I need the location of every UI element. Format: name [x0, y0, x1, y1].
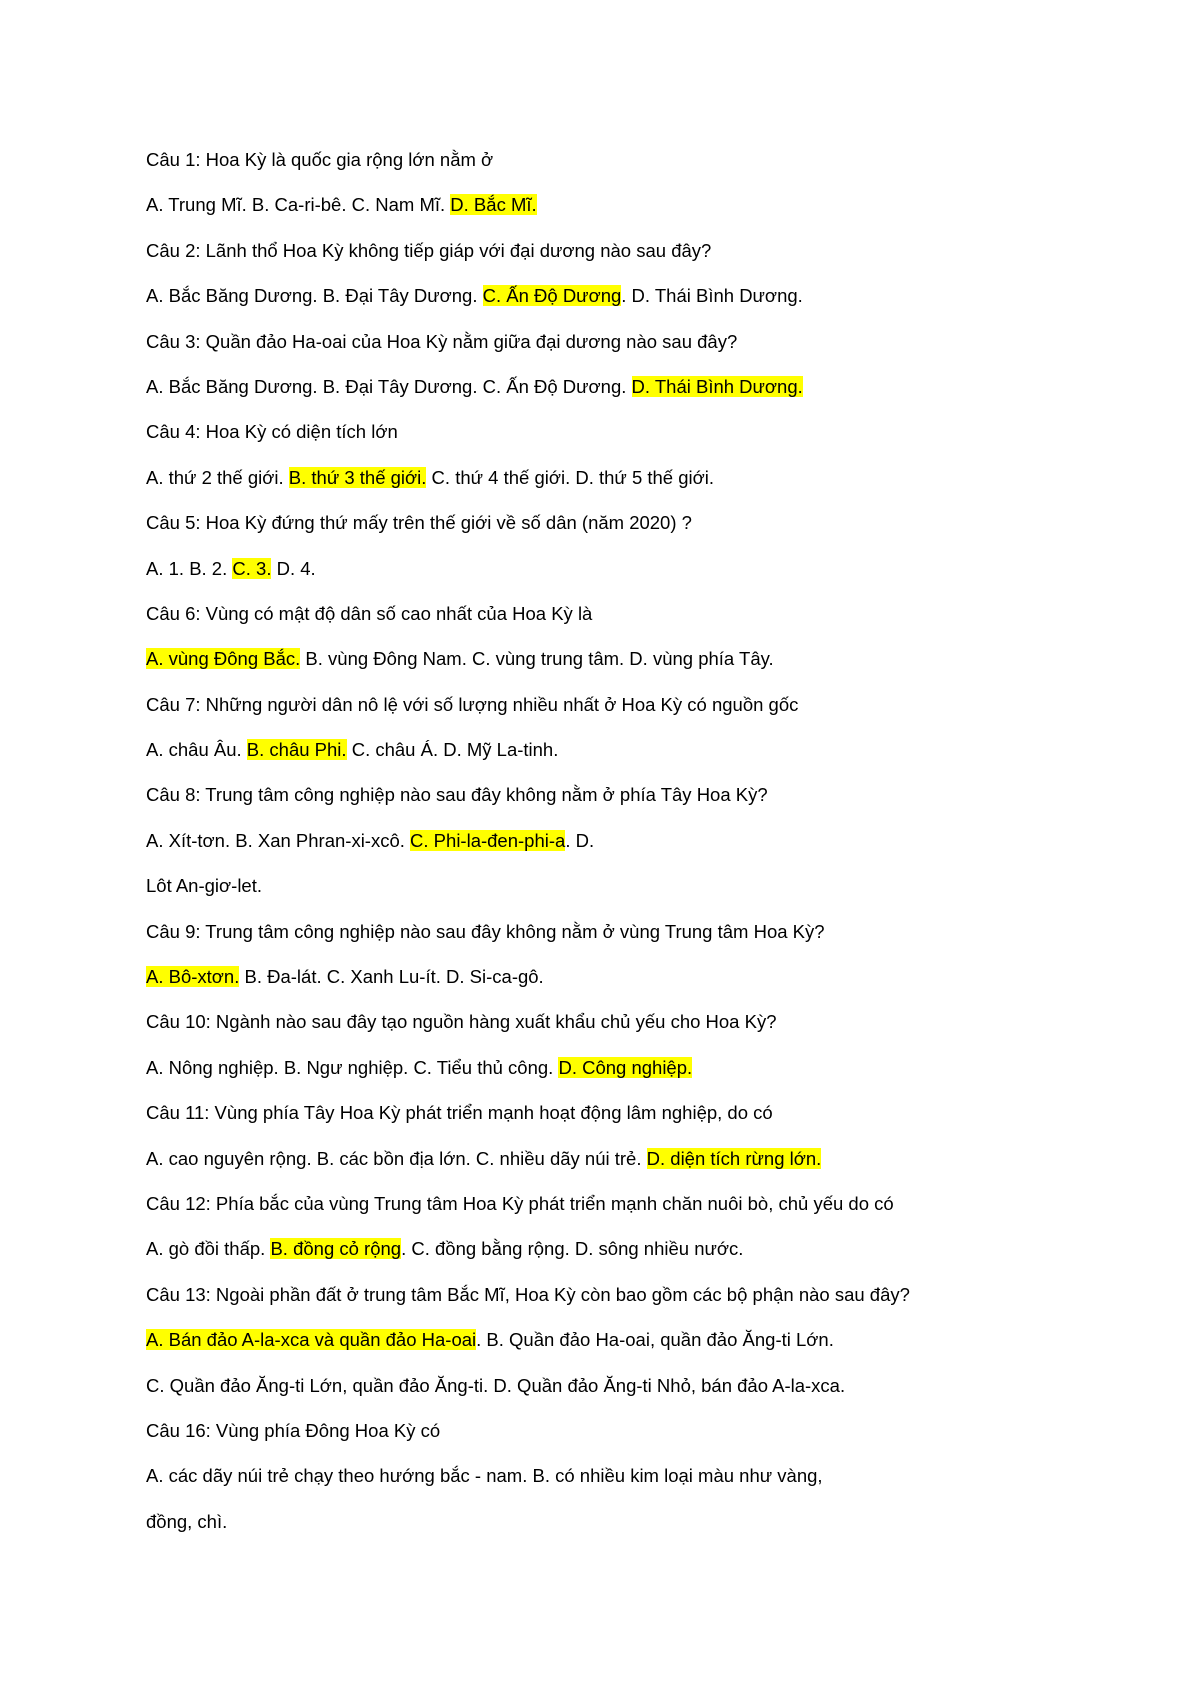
text-segment: A. Bắc Băng Dương. B. Đại Tây Dương. C. Ấn Độ Dương. — [146, 375, 632, 397]
text-line — [146, 602, 1146, 647]
text-line — [146, 420, 1146, 465]
text-line — [146, 965, 1146, 1010]
text-segment: Câu 6: Vùng có mật độ dân số cao nhất của Hoa Kỳ là — [146, 602, 593, 624]
text-line — [146, 647, 1146, 692]
text-line — [146, 375, 1146, 420]
text-segment: Câu 9: Trung tâm công nghiệp nào sau đây không nằm ở vùng Trung tâm Hoa Kỳ? — [146, 920, 825, 942]
text-line — [146, 330, 1146, 375]
text-line — [146, 1192, 1146, 1237]
text-line — [146, 466, 1146, 511]
text-segment: . C. đồng bằng rộng. D. sông nhiều nước. — [401, 1238, 744, 1260]
text-line — [146, 193, 1146, 238]
text-segment: Câu 16: Vùng phía Đông Hoa Kỳ có — [146, 1419, 441, 1441]
text-line — [146, 1464, 1146, 1509]
highlighted-answer: D. diện tích rừng lớn. — [646, 1147, 822, 1169]
text-line — [146, 1056, 1146, 1101]
text-segment: B. vùng Đông Nam. C. vùng trung tâm. D. vùng phía Tây. — [300, 648, 774, 670]
text-segment: C. thứ 4 thế giới. D. thứ 5 thế giới. — [426, 466, 715, 488]
text-line — [146, 557, 1146, 602]
text-segment: A. các dãy núi trẻ chạy theo hướng bắc - nam. B. có nhiều kim loại màu như vàng, — [146, 1465, 823, 1487]
text-segment: A. Bắc Băng Dương. B. Đại Tây Dương. — [146, 285, 483, 307]
text-segment: C. châu Á. D. Mỹ La-tinh. — [346, 739, 559, 761]
text-segment: Câu 1: Hoa Kỳ là quốc gia rộng lớn nằm ở — [146, 149, 494, 170]
text-segment: Câu 10: Ngành nào sau đây tạo nguồn hàng xuất khẩu chủ yếu cho Hoa Kỳ? — [146, 1011, 777, 1033]
text-segment: Câu 3: Quần đảo Ha-oai của Hoa Kỳ nằm giữa đại dương nào sau đây? — [146, 330, 738, 352]
highlighted-answer: D. Thái Bình Dương. — [631, 375, 803, 397]
text-line — [146, 920, 1146, 965]
text-segment: Câu 4: Hoa Kỳ có diện tích lớn — [146, 421, 398, 443]
text-line — [146, 1101, 1146, 1146]
text-segment: Câu 7: Những người dân nô lệ với số lượng nhiều nhất ở Hoa Kỳ có nguồn gốc — [146, 693, 799, 715]
highlighted-answer: D. Công nghiệp. — [558, 1056, 693, 1078]
text-segment: . D. — [565, 829, 595, 851]
text-segment: A. thứ 2 thế giới. — [146, 466, 289, 488]
text-line — [146, 1010, 1146, 1055]
highlighted-answer: C. 3. — [232, 557, 272, 579]
text-segment: A. Nông nghiệp. B. Ngư nghiệp. C. Tiểu thủ công. — [146, 1056, 559, 1078]
text-line — [146, 1419, 1146, 1464]
text-line — [146, 511, 1146, 556]
text-line — [146, 1510, 1146, 1555]
text-line — [146, 284, 1146, 329]
text-segment: Câu 11: Vùng phía Tây Hoa Kỳ phát triển mạnh hoạt động lâm nghiệp, do có — [146, 1102, 773, 1124]
highlighted-answer: A. Bô-xtơn. — [146, 966, 240, 988]
text-segment: Câu 12: Phía bắc của vùng Trung tâm Hoa Kỳ phát triển mạnh chăn nuôi bò, chủ yếu do có — [146, 1192, 894, 1214]
text-line — [146, 783, 1146, 828]
text-line — [146, 1328, 1146, 1373]
highlighted-answer: B. châu Phi. — [246, 739, 347, 761]
document-body — [146, 148, 1146, 1555]
text-line — [146, 1374, 1146, 1419]
text-segment: Câu 13: Ngoài phần đất ở trung tâm Bắc Mĩ, Hoa Kỳ còn bao gồm các bộ phận nào sau đây? — [146, 1283, 910, 1305]
text-segment: A. gò đồi thấp. — [146, 1238, 271, 1260]
highlighted-answer: B. đồng cỏ rộng — [270, 1238, 402, 1260]
text-segment: B. Đa-lát. C. Xanh Lu-ít. D. Si-ca-gô. — [239, 966, 544, 988]
text-segment: A. Xít-tơn. B. Xan Phran-xi-xcô. — [146, 829, 411, 851]
text-segment: đồng, chì. — [146, 1510, 228, 1532]
highlighted-answer: C. Ấn Độ Dương — [482, 285, 622, 307]
text-segment: A. Trung Mĩ. B. Ca-ri-bê. C. Nam Mĩ. — [146, 194, 451, 216]
text-line — [146, 829, 1146, 874]
text-segment: Câu 5: Hoa Kỳ đứng thứ mấy trên thế giới về số dân (năm 2020) ? — [146, 512, 692, 534]
text-segment: Câu 8: Trung tâm công nghiệp nào sau đây không nằm ở phía Tây Hoa Kỳ? — [146, 784, 768, 806]
highlighted-answer: A. vùng Đông Bắc. — [146, 648, 301, 670]
text-line — [146, 874, 1146, 919]
text-segment: . B. Quần đảo Ha-oai, quần đảo Ăng-ti Lớn. — [476, 1329, 834, 1351]
text-segment: A. 1. B. 2. — [146, 557, 233, 579]
text-segment: D. 4. — [271, 557, 316, 579]
text-segment: Câu 2: Lãnh thổ Hoa Kỳ không tiếp giáp với đại dương nào sau đây? — [146, 239, 712, 261]
text-line — [146, 693, 1146, 738]
highlighted-answer: A. Bán đảo A-la-xca và quần đảo Ha-oai — [146, 1329, 477, 1351]
highlighted-answer: C. Phi-la-đen-phi-a — [410, 829, 566, 851]
text-segment: . D. Thái Bình Dương. — [621, 285, 803, 307]
text-line — [146, 738, 1146, 783]
text-line — [146, 1283, 1146, 1328]
text-line — [146, 239, 1146, 284]
text-segment: A. cao nguyên rộng. B. các bồn địa lớn. C. nhiều dãy núi trẻ. — [146, 1147, 647, 1169]
text-segment: A. châu Âu. — [146, 739, 247, 761]
highlighted-answer: B. thứ 3 thế giới. — [288, 466, 427, 488]
text-segment: Lôt An-giơ-let. — [146, 875, 262, 897]
text-line — [146, 1147, 1146, 1192]
text-line — [146, 1237, 1146, 1282]
highlighted-answer: D. Bắc Mĩ. — [450, 194, 537, 216]
text-line — [146, 148, 1146, 193]
text-segment: C. Quần đảo Ăng-ti Lớn, quần đảo Ăng-ti. D. Quần đảo Ăng-ti Nhỏ, bán đảo A-la-xca. — [146, 1374, 846, 1396]
